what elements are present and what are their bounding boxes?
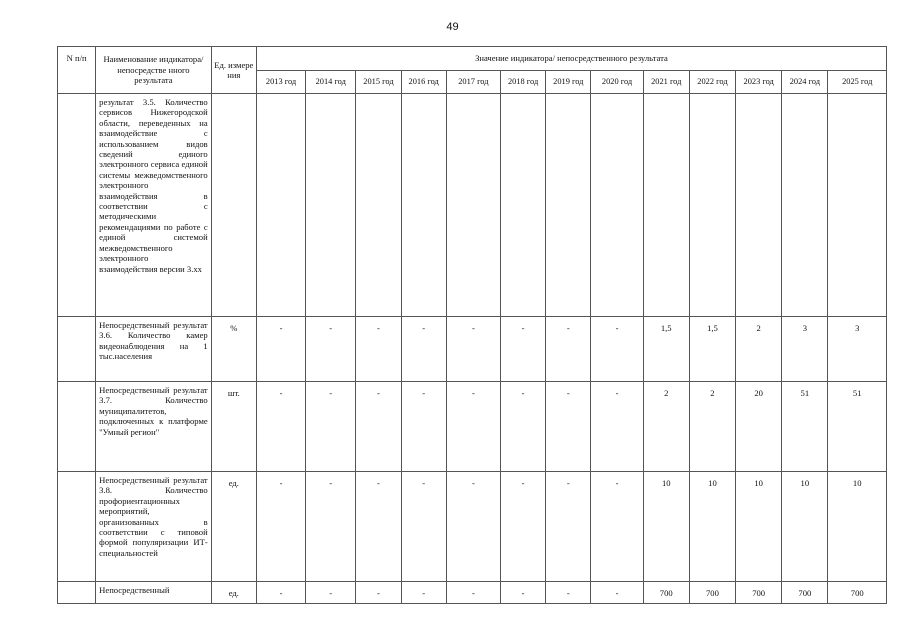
header-year: 2014 год: [306, 71, 356, 94]
header-year: 2024 год: [782, 71, 828, 94]
header-year: 2020 год: [591, 71, 643, 94]
row-value: 51: [782, 382, 828, 472]
header-name: Наименование индикатора/непосредстве нного результата: [96, 47, 212, 94]
row-value: -: [591, 382, 643, 472]
row-value: 10: [828, 472, 887, 582]
row-unit: ед.: [211, 582, 256, 604]
row-value: -: [446, 317, 500, 382]
row-num: [58, 317, 96, 382]
row-value: -: [401, 317, 446, 382]
row-value: -: [306, 472, 356, 582]
row-value: [689, 94, 735, 317]
row-value: -: [501, 472, 546, 582]
header-year: 2015 год: [356, 71, 401, 94]
row-value: 51: [828, 382, 887, 472]
header-num: N п/п: [58, 47, 96, 94]
row-value: -: [446, 472, 500, 582]
row-name: Непосредственный результат 3.6. Количество камер видеонаблюдения на 1 тыс.населения: [96, 317, 212, 382]
row-value: -: [546, 317, 591, 382]
header-year: 2023 год: [736, 71, 782, 94]
row-value: -: [306, 582, 356, 604]
row-unit: шт.: [211, 382, 256, 472]
row-num: [58, 472, 96, 582]
row-value: -: [446, 382, 500, 472]
row-value: -: [501, 317, 546, 382]
row-value: 700: [643, 582, 689, 604]
row-value: 10: [782, 472, 828, 582]
row-value: -: [401, 582, 446, 604]
row-value: [356, 94, 401, 317]
row-value: -: [501, 582, 546, 604]
row-value: [828, 94, 887, 317]
row-value: -: [591, 582, 643, 604]
row-value: 700: [782, 582, 828, 604]
row-value: 3: [828, 317, 887, 382]
header-row-1: [58, 47, 887, 71]
row-value: 700: [736, 582, 782, 604]
row-value: [736, 94, 782, 317]
row-value: [546, 94, 591, 317]
indicator-table: [57, 46, 887, 604]
row-value: 700: [828, 582, 887, 604]
row-value: 2: [643, 382, 689, 472]
row-num: [58, 94, 96, 317]
row-value: [446, 94, 500, 317]
row-value: [306, 94, 356, 317]
row-value: -: [446, 582, 500, 604]
row-value: -: [356, 472, 401, 582]
row-unit: ед.: [211, 472, 256, 582]
header-year: 2022 год: [689, 71, 735, 94]
row-value: [782, 94, 828, 317]
page-number: 49: [446, 21, 459, 33]
header-year: 2013 год: [256, 71, 305, 94]
row-value: [591, 94, 643, 317]
row-value: 1,5: [643, 317, 689, 382]
row-value: 20: [736, 382, 782, 472]
row-value: [501, 94, 546, 317]
row-value: -: [356, 382, 401, 472]
row-value: -: [256, 582, 305, 604]
row-value: -: [591, 472, 643, 582]
row-value: 2: [689, 382, 735, 472]
row-value: -: [356, 582, 401, 604]
header-year: 2025 год: [828, 71, 887, 94]
row-value: -: [501, 382, 546, 472]
header-values: Значение индикатора/ непосредственного результата: [256, 47, 886, 71]
row-value: 2: [736, 317, 782, 382]
row-value: -: [401, 382, 446, 472]
row-name: Непосредственный результат 3.8. Количество профориентационных мероприятий, организованных в соответствии с типовой формой популяризации ИТ-специальностей: [96, 472, 212, 582]
table-row: [58, 382, 887, 472]
row-value: 10: [643, 472, 689, 582]
row-num: [58, 382, 96, 472]
header-year: 2017 год: [446, 71, 500, 94]
header-year: 2016 год: [401, 71, 446, 94]
header-unit: Ед. измере ния: [211, 47, 256, 94]
header-year: 2019 год: [546, 71, 591, 94]
row-value: -: [256, 472, 305, 582]
row-value: -: [306, 317, 356, 382]
row-value: 10: [736, 472, 782, 582]
row-value: [401, 94, 446, 317]
header-year: 2021 год: [643, 71, 689, 94]
row-name: Непосредственный результат 3.7. Количество муниципалитетов, подключенных к платформе "Умный регион": [96, 382, 212, 472]
row-value: -: [401, 472, 446, 582]
row-value: 700: [689, 582, 735, 604]
row-unit: %: [211, 317, 256, 382]
row-value: -: [546, 472, 591, 582]
table-row: [58, 317, 887, 382]
row-value: [256, 94, 305, 317]
row-num: [58, 582, 96, 604]
table-row: [58, 582, 887, 604]
row-value: -: [546, 582, 591, 604]
row-value: 3: [782, 317, 828, 382]
header-year: 2018 год: [501, 71, 546, 94]
row-value: -: [356, 317, 401, 382]
row-value: 10: [689, 472, 735, 582]
table-row: [58, 472, 887, 582]
row-value: 1,5: [689, 317, 735, 382]
row-value: -: [306, 382, 356, 472]
row-name: результат 3.5. Количество сервисов Нижегородской области, переведенных на взаимодействие с использованием видов сведений единого электронного сервиса единой системы межведомственного электронного взаимодействия в соответствии с методическими рекомендациями по работе с единой системой межведомственного электронного взаимодействия версии 3.хх: [96, 94, 212, 317]
row-value: [643, 94, 689, 317]
table-row: [58, 94, 887, 317]
row-unit: [211, 94, 256, 317]
row-value: -: [256, 317, 305, 382]
row-value: -: [591, 317, 643, 382]
row-name: Непосредственный: [96, 582, 212, 604]
row-value: -: [256, 382, 305, 472]
row-value: -: [546, 382, 591, 472]
